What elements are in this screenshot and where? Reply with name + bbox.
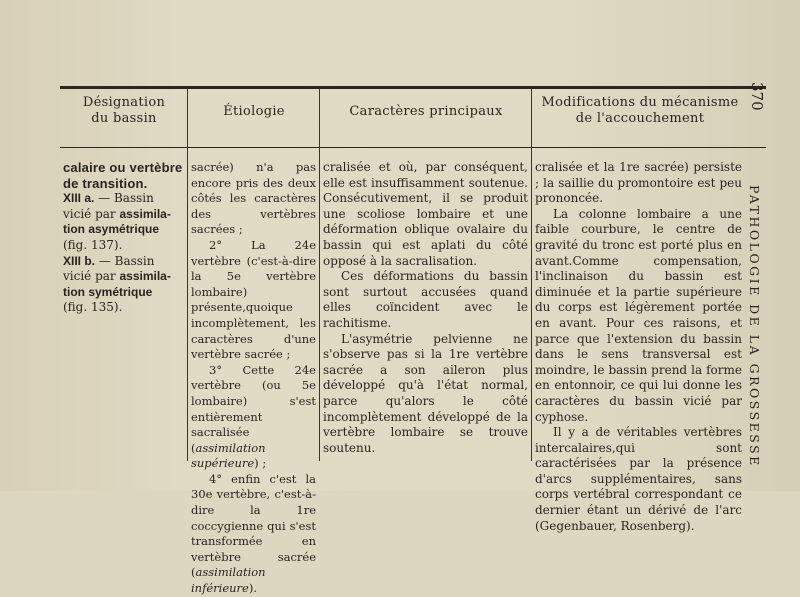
running-title: PATHOLOGIE DE LA GROSSESSE (747, 185, 762, 468)
entry-bold-text: tion symétrique (63, 284, 153, 299)
designation-column (63, 160, 185, 316)
table-top-rule (60, 86, 766, 89)
characters-paragraph: cralisée et où, par conséquent, elle est insuffisamment soutenue. Consécutivement, il se produit une scoliose lombaire et une déformation oblique ovalaire du bassin qui est aplati du côté opposé à la sacralisation. (323, 160, 528, 268)
modifications-paragraph: Il y a de véritables vertèbres intercalaires,qui sont caractérisées par la présence d'arcs supplémentaires, sans corps vertébral correspondant ce dernier étant un dérivé de l'arc (Gegenbauer, Rosenberg). (535, 425, 742, 533)
text-span: ). (248, 581, 257, 596)
modifications-paragraph: cralisée et la 1re sacrée) persiste ; la saillie du promontoire est peu prononcée. (535, 160, 742, 206)
column-divider-3 (531, 89, 532, 461)
entry-bold-text: assimila- (119, 206, 171, 221)
header-etiology (190, 104, 318, 120)
header-modifications (534, 95, 746, 127)
header-line: de l'accouchement (575, 111, 705, 126)
entry-text: — Bassin (94, 191, 154, 206)
page-number: 370 (748, 82, 766, 111)
etiology-paragraph (191, 363, 316, 472)
header-line: Étiologie (223, 104, 285, 119)
italic-span: assimilation inférieure (191, 565, 266, 596)
entry-text: vicié par (63, 206, 120, 221)
characters-paragraph: L'asymétrie pelvienne ne s'observe pas si la 1re vertèbre sacrée a son aileron plus développé qu'à l'état normal, parce qu'alors le côté incomplètement développé de la vertèbre lombaire se trouve soutenu. (323, 331, 528, 455)
designation-title-line: de transition. (63, 175, 148, 191)
header-bottom-rule (60, 147, 766, 148)
entry-label-xiii-a: XIII a. (63, 191, 95, 206)
entry-bold-text: assimila- (119, 269, 171, 284)
entry-text: vicié par (63, 269, 120, 284)
figure-reference: (fig. 137). (63, 237, 123, 252)
etiology-column (191, 160, 316, 597)
etiology-paragraph: 2° La 24e vertèbre (c'est-à-dire la 5e vertèbre lombaire) présente,quoique incomplètement, les caractères d'une vertèbre sacrée ; (191, 237, 316, 362)
characters-paragraph: Ces déformations du bassin sont surtout accusées quand elles coïncident avec le rachitisme. (323, 269, 528, 330)
text-span: 3° Cette 24e vertèbre (ou 5e lombaire) s'est entièrement sacralisée ( (191, 362, 316, 455)
etiology-paragraph: sacrée) n'a pas encore pris des deux côtés les caractères des vertèbres sacrées ; (191, 160, 316, 237)
italic-span: assimilation supérieure (191, 440, 266, 471)
modifications-column (535, 160, 742, 534)
modifications-paragraph: La colonne lombaire a une faible courbure, le centre de gravité du tronc est porté plus en avant.Comme compensation, l'inclinaison du bassin est diminuée et la partie supérieure du corps est légèrement portée en avant. Pour ces raisons, et parce que l'extension du bassin dans le sens transversal est moindre, le bassin prend la forme en entonnoir, ce qui lui donne les caractères du bassin vicié par cyphose. (535, 206, 742, 424)
header-line: Caractères principaux (349, 104, 503, 119)
header-line: du bassin (91, 111, 157, 126)
entry-bold-text: tion asymétrique (63, 222, 160, 237)
header-line: Désignation (82, 95, 166, 110)
designation-title-line: calaire ou vertèbre (63, 160, 183, 175)
figure-reference: (fig. 135). (63, 300, 123, 315)
column-divider-2 (319, 89, 320, 461)
text-span: 4° enfin c'est la 30e vertèbre, c'est-à-dire la 1re coccygienne qui s'est transformée en vertèbre sacrée ( (191, 471, 316, 580)
entry-label-xiii-b: XIII b. (63, 253, 96, 268)
characters-column (323, 160, 528, 456)
column-divider-1 (187, 89, 188, 461)
header-characters (322, 104, 530, 120)
header-line: Modifications du mécanisme (541, 95, 739, 110)
header-designation (62, 95, 186, 127)
text-span: ) ; (254, 456, 267, 471)
entry-text: — Bassin (95, 253, 155, 268)
